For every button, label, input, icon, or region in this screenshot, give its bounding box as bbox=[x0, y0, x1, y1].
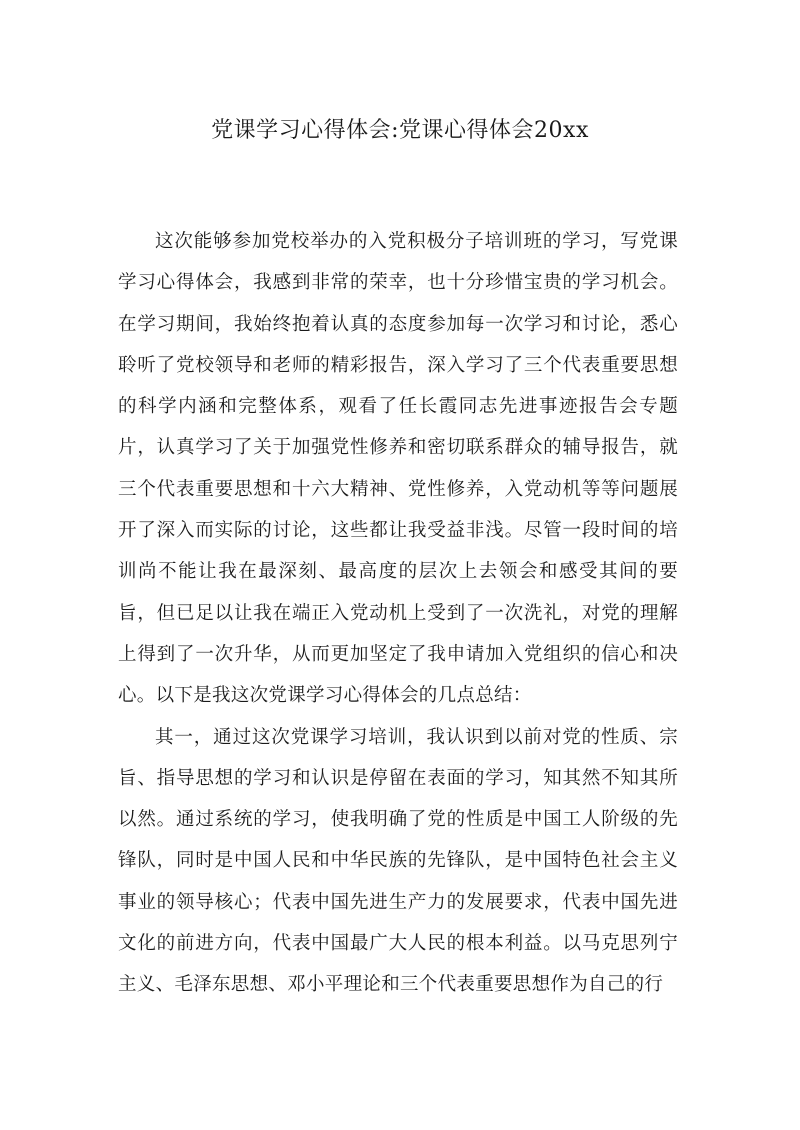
paragraph-intro: 这次能够参加党校举办的入党积极分子培训班的学习，写党课学习心得体会，我感到非常的荣幸，也十分珍惜宝贵的学习机会。在学习期间，我始终抱着认真的态度参加每一次学习和讨论，悉心聆听了党校领导和老师的精彩报告，深入学习了三个代表重要思想的科学内涵和完整体系，观看了任长霞同志先进事迹报告会专题片，认真学习了关于加强党性修养和密切联系群众的辅导报告，就三个代表重要思想和十六大精神、党性修养，入党动机等等问题展开了深入而实际的讨论，这些都让我受益非浅。尽管一段时间的培训尚不能让我在最深刻、最高度的层次上去领会和感受其间的要旨，但已足以让我在端正入党动机上受到了一次洗礼，对党的理解上得到了一次升华，从而更加坚定了我申请加入党组织的信心和决心。以下是我这次党课学习心得体会的几点总结： bbox=[118, 231, 678, 707]
paragraph-point-one: 其一，通过这次党课学习培训，我认识到以前对党的性质、宗旨、指导思想的学习和认识是停留在表面的学习，知其然不知其所以然。通过系统的学习，使我明确了党的性质是中国工人阶级的先锋队，同时是中国人民和中华民族的先锋队，是中国特色社会主义事业的领导核心；代表中国先进生产力的发展要求，代表中国先进文化的前进方向，代表中国最广大人民的根本利益。以马克思列宁主义、毛泽东思想、邓小平理论和三个代表重要思想作为自己的行 bbox=[118, 726, 678, 996]
document-body bbox=[118, 221, 678, 1006]
document-title: 党课学习心得体会:党课心得体会20xx bbox=[211, 118, 589, 143]
